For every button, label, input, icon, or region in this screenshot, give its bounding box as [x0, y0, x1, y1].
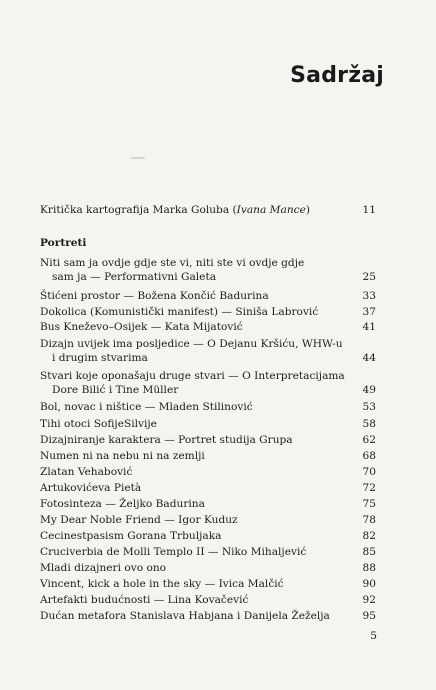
page-title: Sadržaj [290, 63, 384, 88]
toc-entry-line: Artefakti budućnosti — Lina Kovačević [40, 594, 249, 606]
toc-entry-page: 58 [362, 418, 376, 430]
toc-entry[interactable] [40, 561, 376, 575]
toc-entry-page: 90 [362, 578, 376, 590]
toc-entry-page: 68 [362, 450, 376, 462]
toc-entry-line: Mladi dizajneri ovo ono [40, 562, 167, 574]
toc-entry[interactable] [40, 449, 376, 463]
toc-entry-line: Dizajniranje karaktera — Portret studija Grupa [40, 434, 293, 446]
toc-entry-title [40, 481, 376, 495]
toc-entry-page: 53 [362, 401, 376, 413]
toc-entry-line: Vincent, kick a hole in the sky — Ivica Malčić [40, 578, 284, 590]
toc-entry-title [40, 320, 376, 334]
toc-entry[interactable] [40, 593, 376, 607]
toc-entry-title [40, 305, 376, 319]
print-smudge [131, 157, 145, 159]
section-heading: Portreti [40, 237, 87, 249]
toc-entry-title [40, 337, 376, 365]
toc-entry-line: Zlatan Vehabović [40, 466, 133, 478]
toc-entry[interactable] [40, 400, 376, 414]
toc-entry-title [40, 417, 376, 431]
toc-entry-title [40, 465, 376, 479]
toc-entry[interactable] [40, 497, 376, 511]
toc-entry-page: 95 [362, 610, 376, 622]
toc-entry[interactable] [40, 545, 376, 559]
toc-entry[interactable] [40, 289, 376, 303]
toc-entry-line: sam ja — Performativni Galeta [52, 271, 217, 283]
toc-entry-intro[interactable] [40, 203, 376, 217]
toc-entry[interactable] [40, 529, 376, 543]
toc-entry-title [40, 369, 376, 397]
toc-entry[interactable] [40, 256, 376, 284]
toc-entry[interactable] [40, 369, 376, 397]
toc-entry-line: Cecinestpasism Gorana Trbuljaka [40, 530, 222, 542]
toc-entry-line: Tihi otoci SofijeSilvije [40, 418, 157, 430]
toc-entry[interactable] [40, 417, 376, 431]
toc-entry-page: 88 [362, 562, 376, 574]
toc-entry[interactable] [40, 577, 376, 591]
toc-entry[interactable] [40, 305, 376, 319]
toc-entry-page: 25 [362, 271, 376, 283]
toc-entry-line: Niti sam ja ovdje gdje ste vi, niti ste vi ovdje gdje [40, 257, 305, 269]
toc-entry-line: My Dear Noble Friend — Igor Kuduz [40, 514, 238, 526]
page-number: 5 [370, 630, 377, 642]
toc-entry-title [40, 289, 376, 303]
toc-entry-page: 75 [362, 498, 376, 510]
toc-entry-title: Kritička kartografija Marka Goluba (Ivana Mance) [40, 204, 310, 216]
toc-entry-line: Stvari koje oponašaju druge stvari — O Interpretacijama [40, 370, 345, 382]
toc-entry[interactable] [40, 513, 376, 527]
toc-entry-page: 62 [362, 434, 376, 446]
toc-entry-line: Bol, novac i ništice — Mladen Stilinović [40, 401, 253, 413]
toc-entry[interactable] [40, 337, 376, 365]
toc-entry-line: Dokolica (Komunistički manifest) — Siniša Labrović [40, 306, 319, 318]
toc-entry-title [40, 561, 376, 575]
toc-entry-title [40, 449, 376, 463]
toc-entry-line: Dućan metafora Stanislava Habjana i Danijela Žeželja [40, 610, 330, 622]
toc-entry[interactable] [40, 320, 376, 334]
toc-entry[interactable] [40, 465, 376, 479]
toc-entry-page: 78 [362, 514, 376, 526]
toc-entry-title [40, 513, 376, 527]
toc-entry-page: 37 [362, 306, 376, 318]
toc-entry-line: Dore Bilić i Tine Müller [52, 384, 179, 396]
toc-entry-page: 70 [362, 466, 376, 478]
toc-entry-line: Cruciverbia de Molli Templo II — Niko Mihaljević [40, 546, 307, 558]
toc-entry-title [40, 529, 376, 543]
toc-entry-title [40, 577, 376, 591]
toc-entry-title [40, 593, 376, 607]
toc-entry-page: 33 [362, 290, 376, 302]
toc-entry-page: 44 [362, 352, 376, 364]
toc-entry-page: 82 [362, 530, 376, 542]
toc-entry-line: Štićeni prostor — Božena Končić Badurina [40, 290, 269, 302]
toc-entry-title [40, 433, 376, 447]
toc-entry-line: Artukovićeva Pietà [40, 482, 142, 494]
toc-entry[interactable] [40, 481, 376, 495]
toc-entry-title [40, 256, 376, 284]
toc-entry-title [40, 400, 376, 414]
toc-entry[interactable] [40, 609, 376, 623]
toc-entry-title [40, 545, 376, 559]
toc-entry-line: Numen ni na nebu ni na zemlji [40, 450, 205, 462]
toc-entry-line: Fotosinteza — Željko Badurina [40, 498, 205, 510]
toc-entry-title [40, 609, 376, 623]
toc-entry-line: Dizajn uvijek ima posljedice — O Dejanu Kršiću, WHW-u [40, 338, 343, 350]
toc-entry-title [40, 497, 376, 511]
toc-entry-page: 72 [362, 482, 376, 494]
toc-entry-page: 49 [362, 384, 376, 396]
toc-entry-page: 85 [362, 546, 376, 558]
toc-entry-page: 11 [362, 204, 376, 216]
toc-entry-line: Bus Kneževo–Osijek — Kata Mijatović [40, 321, 243, 333]
toc-entry[interactable] [40, 433, 376, 447]
toc-entry-page: 92 [362, 594, 376, 606]
toc-entry-line: i drugim stvarima [52, 352, 148, 364]
toc-entry-page: 41 [362, 321, 376, 333]
